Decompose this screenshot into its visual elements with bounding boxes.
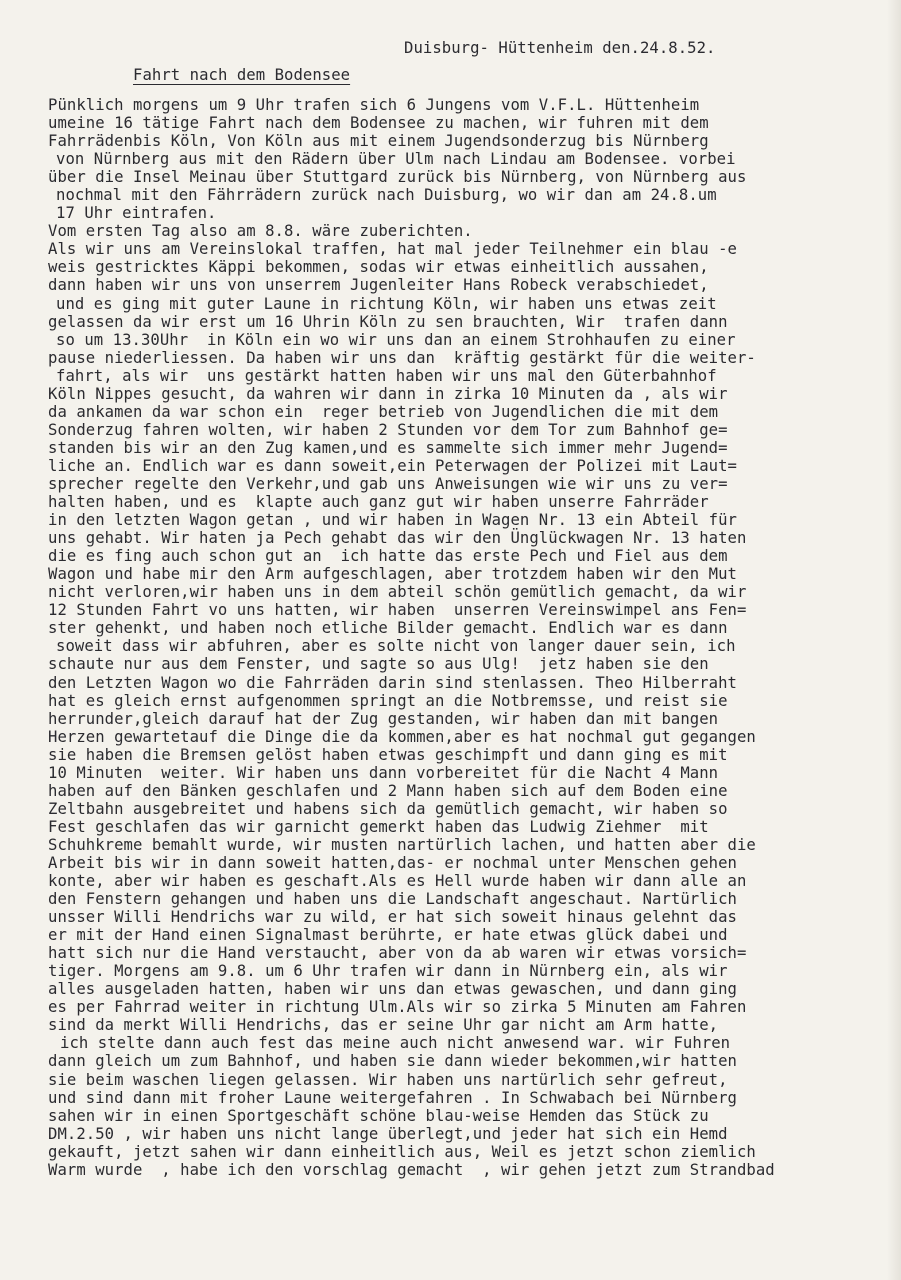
body-line: DM.2.50 , wir haben uns nicht lange überlegt,und jeder hat sich ein Hemd xyxy=(48,1124,728,1143)
body-line: 12 Stunden Fahrt vo uns hatten, wir haben unserren Vereinswimpel ans Fen= xyxy=(48,601,747,620)
body-line: Wagon und habe mir den Arm aufgeschlagen, aber trotzdem haben wir den Mut xyxy=(48,565,737,584)
paper-edge-shadow xyxy=(887,0,901,1280)
body-line: herrunder,gleich darauf hat der Zug gestanden, wir haben dan mit bangen xyxy=(48,709,719,728)
body-line: die es fing auch schon gut an ich hatte das erste Pech und Fiel aus dem xyxy=(48,547,728,566)
body-text xyxy=(48,96,775,1179)
body-line: Fahrrädenbis Köln, Von Köln aus mit einem Jugendsonderzug bis Nürnberg xyxy=(48,132,709,151)
body-line: es per Fahrrad weiter in richtung Ulm.Als wir so zirka 5 Minuten am Fahren xyxy=(48,998,747,1017)
body-line: gelassen da wir erst um 16 Uhrin Köln zu sen brauchten, Wir trafen dann xyxy=(48,312,728,331)
body-line: alles ausgeladen hatten, haben wir uns dan etwas gewaschen, und dann ging xyxy=(48,980,737,999)
body-line: nicht verloren,wir haben uns in dem abteil schön gemütlich gemacht, da wir xyxy=(48,583,747,602)
body-line: Arbeit bis wir in dann soweit hatten,das- er nochmal unter Menschen gehen xyxy=(48,853,737,872)
body-line: den Letzten Wagon wo die Fahrräden darin sind stenlassen. Theo Hilberraht xyxy=(48,673,737,692)
body-line: von Nürnberg aus mit den Rädern über Ulm nach Lindau am Bodensee. vorbei xyxy=(56,150,736,169)
body-line: fahrt, als wir uns gestärkt hatten haben wir uns mal den Güterbahnhof xyxy=(56,366,717,385)
body-line: Fest geschlafen das wir garnicht gemerkt haben das Ludwig Ziehmer mit xyxy=(48,817,709,836)
body-line: ster gehenkt, und haben noch etliche Bilder gemacht. Endlich war es dann xyxy=(48,619,728,638)
place-and-date: Duisburg- Hüttenheim den.24.8.52. xyxy=(404,39,716,57)
body-line: Als wir uns am Vereinslokal traffen, hat mal jeder Teilnehmer ein blau -e xyxy=(48,240,737,259)
body-line: dann haben wir uns von unserrem Jugenleiter Hans Robeck verabschiedet, xyxy=(48,276,709,295)
body-line: tiger. Morgens am 9.8. um 6 Uhr trafen wir dann in Nürnberg ein, als wir xyxy=(48,962,728,981)
body-line: gekauft, jetzt sahen wir dann einheitlich aus, Weil es jetzt schon ziemlich xyxy=(48,1142,756,1161)
body-line: er mit der Hand einen Signalmast berührte, er hate etwas glück dabei und xyxy=(48,926,728,945)
body-line: pause niederliessen. Da haben wir uns dan kräftig gestärkt für die weiter- xyxy=(48,348,756,367)
body-line: umeine 16 tätige Fahrt nach dem Bodensee zu machen, wir fuhren mit dem xyxy=(48,114,709,133)
body-line: Köln Nippes gesucht, da wahren wir dann in zirka 10 Minuten da , als wir xyxy=(48,384,728,403)
body-line: den Fenstern gehangen und haben uns die Landschaft angeschaut. Nartürlich xyxy=(48,890,737,909)
body-line: sie beim waschen liegen gelassen. Wir haben uns nartürlich sehr gefreut, xyxy=(48,1070,728,1089)
body-line: haben auf den Bänken geschlafen und 2 Mann haben sich auf dem Boden eine xyxy=(48,781,728,800)
body-line: in den letzten Wagon getan , und wir haben in Wagen Nr. 13 ein Abteil für xyxy=(48,511,737,530)
body-line: ich stelte dann auch fest das meine auch nicht anwesend war. wir Fuhren xyxy=(60,1034,731,1053)
body-line: Sonderzug fahren wolten, wir haben 2 Stunden vor dem Tor zum Bahnhof ge= xyxy=(48,420,728,439)
body-line: sind da merkt Willi Hendrichs, das er seine Uhr gar nicht am Arm hatte, xyxy=(48,1016,719,1035)
body-line: sprecher regelte den Verkehr,und gab uns Anweisungen wie wir uns zu ver= xyxy=(48,474,728,493)
body-line: Zeltbahn ausgebreitet und habens sich da gemütlich gemacht, wir haben so xyxy=(48,799,728,818)
body-line: und es ging mit guter Laune in richtung Köln, wir haben uns etwas zeit xyxy=(56,294,717,313)
body-line: sie haben die Bremsen gelöst haben etwas geschimpft und dann ging es mit xyxy=(48,745,728,764)
body-line: 17 Uhr eintrafen. xyxy=(56,204,217,223)
body-line: Warm wurde , habe ich den vorschlag gemacht , wir gehen jetzt zum Strandbad xyxy=(48,1160,775,1179)
body-line: und sind dann mit froher Laune weitergefahren . In Schwabach bei Nürnberg xyxy=(48,1088,737,1107)
body-line: 10 Minuten weiter. Wir haben uns dann vorbereitet für die Nacht 4 Mann xyxy=(48,763,719,782)
body-line: unsser Willi Hendrichs war zu wild, er hat sich soweit hinaus gelehnt das xyxy=(48,908,737,927)
body-line: nochmal mit den Fährrädern zurück nach Duisburg, wo wir dan am 24.8.um xyxy=(56,186,717,205)
body-line: hat es gleich ernst aufgenommen springt an die Notbremsse, und reist sie xyxy=(48,691,728,710)
body-line: da ankamen da war schon ein reger betrieb von Jugendlichen die mit dem xyxy=(48,402,719,421)
body-line: hatt sich nur die Hand verstaucht, aber von da ab waren wir etwas vorsich= xyxy=(48,944,747,963)
body-line: Vom ersten Tag also am 8.8. wäre zuberichten. xyxy=(48,222,473,241)
body-line: weis gestricktes Käppi bekommen, sodas wir etwas einheitlich aussahen, xyxy=(48,258,709,277)
body-line: standen bis wir an den Zug kamen,und es sammelte sich immer mehr Jugend= xyxy=(48,438,728,457)
body-line: schaute nur aus dem Fenster, und sagte so aus Ulg! jetz haben sie den xyxy=(48,655,709,674)
body-line: dann gleich um zum Bahnhof, und haben sie dann wieder bekommen,wir hatten xyxy=(48,1052,737,1071)
body-line: soweit dass wir abfuhren, aber es solte nicht von langer dauer sein, ich xyxy=(56,637,736,656)
body-line: konte, aber wir haben es geschaft.Als es Hell wurde haben wir dann alle an xyxy=(48,872,747,891)
body-line: so um 13.30Uhr in Köln ein wo wir uns dan an einem Strohhaufen zu einer xyxy=(56,330,736,349)
body-line: Herzen gewartetauf die Dinge die da kommen,aber es hat nochmal gut gegangen xyxy=(48,727,756,746)
body-line: uns gehabt. Wir haten ja Pech gehabt das wir den Ünglückwagen Nr. 13 haten xyxy=(48,529,747,548)
document-title: Fahrt nach dem Bodensee xyxy=(133,66,351,84)
body-line: liche an. Endlich war es dann soweit,ein Peterwagen der Polizei mit Laut= xyxy=(48,456,737,475)
body-line: halten haben, und es klapte auch ganz gut wir haben unserre Fahrräder xyxy=(48,493,709,512)
body-line: Schuhkreme bemahlt wurde, wir musten nartürlich lachen, und hatten aber die xyxy=(48,835,756,854)
body-line: über die Insel Meinau über Stuttgard zurück bis Nürnberg, von Nürnberg aus xyxy=(48,168,747,187)
body-line: sahen wir in einen Sportgeschäft schöne blau-weise Hemden das Stück zu xyxy=(48,1106,709,1125)
body-line: Pünklich morgens um 9 Uhr trafen sich 6 Jungens vom V.F.L. Hüttenheim xyxy=(48,96,700,114)
